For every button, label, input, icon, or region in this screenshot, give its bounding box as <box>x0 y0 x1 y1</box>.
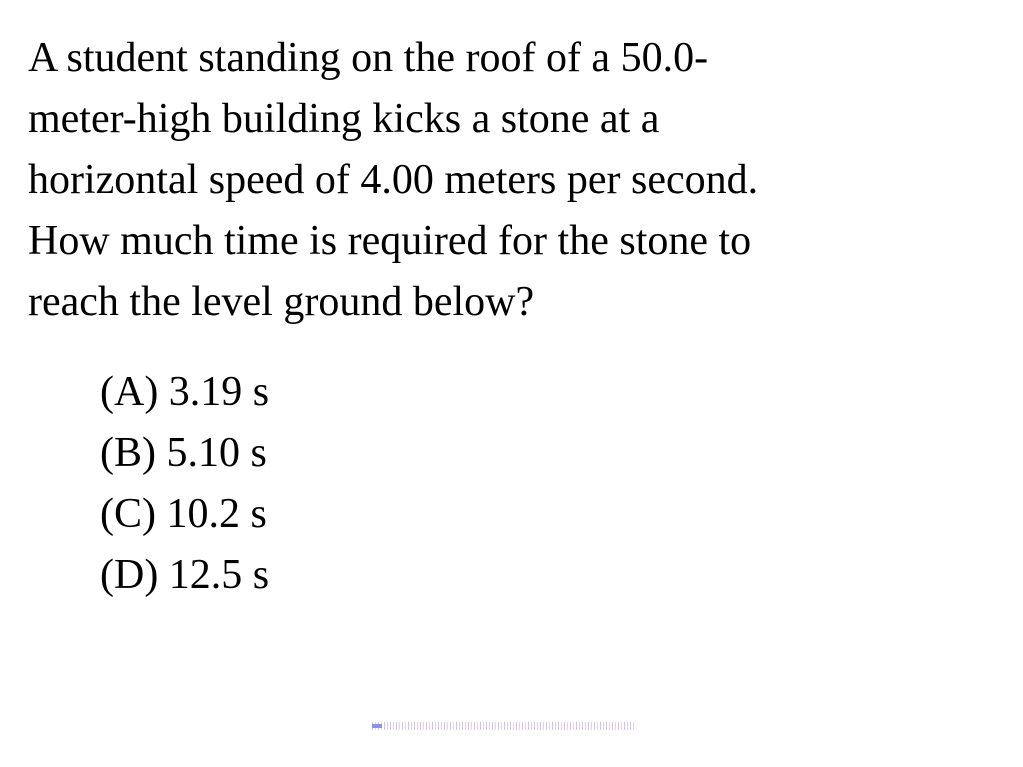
answer-choice-d: (D) 12.5 s <box>100 552 270 598</box>
answer-choices-list <box>100 362 269 606</box>
question-line: A student standing on the roof of a 50.0- <box>28 35 709 81</box>
question-line: reach the level ground below? <box>28 279 535 325</box>
footer-artifact-strip <box>372 722 636 730</box>
answer-choice-c: (C) 10.2 s <box>100 491 267 537</box>
answer-choice-a: (A) 3.19 s <box>100 369 270 415</box>
answer-choice-b: (B) 5.10 s <box>100 430 267 476</box>
question-text <box>28 28 988 333</box>
question-line: meter-high building kicks a stone at a <box>28 96 660 142</box>
question-line: horizontal speed of 4.00 meters per second. <box>28 157 759 203</box>
question-line: How much time is required for the stone to <box>28 218 752 264</box>
